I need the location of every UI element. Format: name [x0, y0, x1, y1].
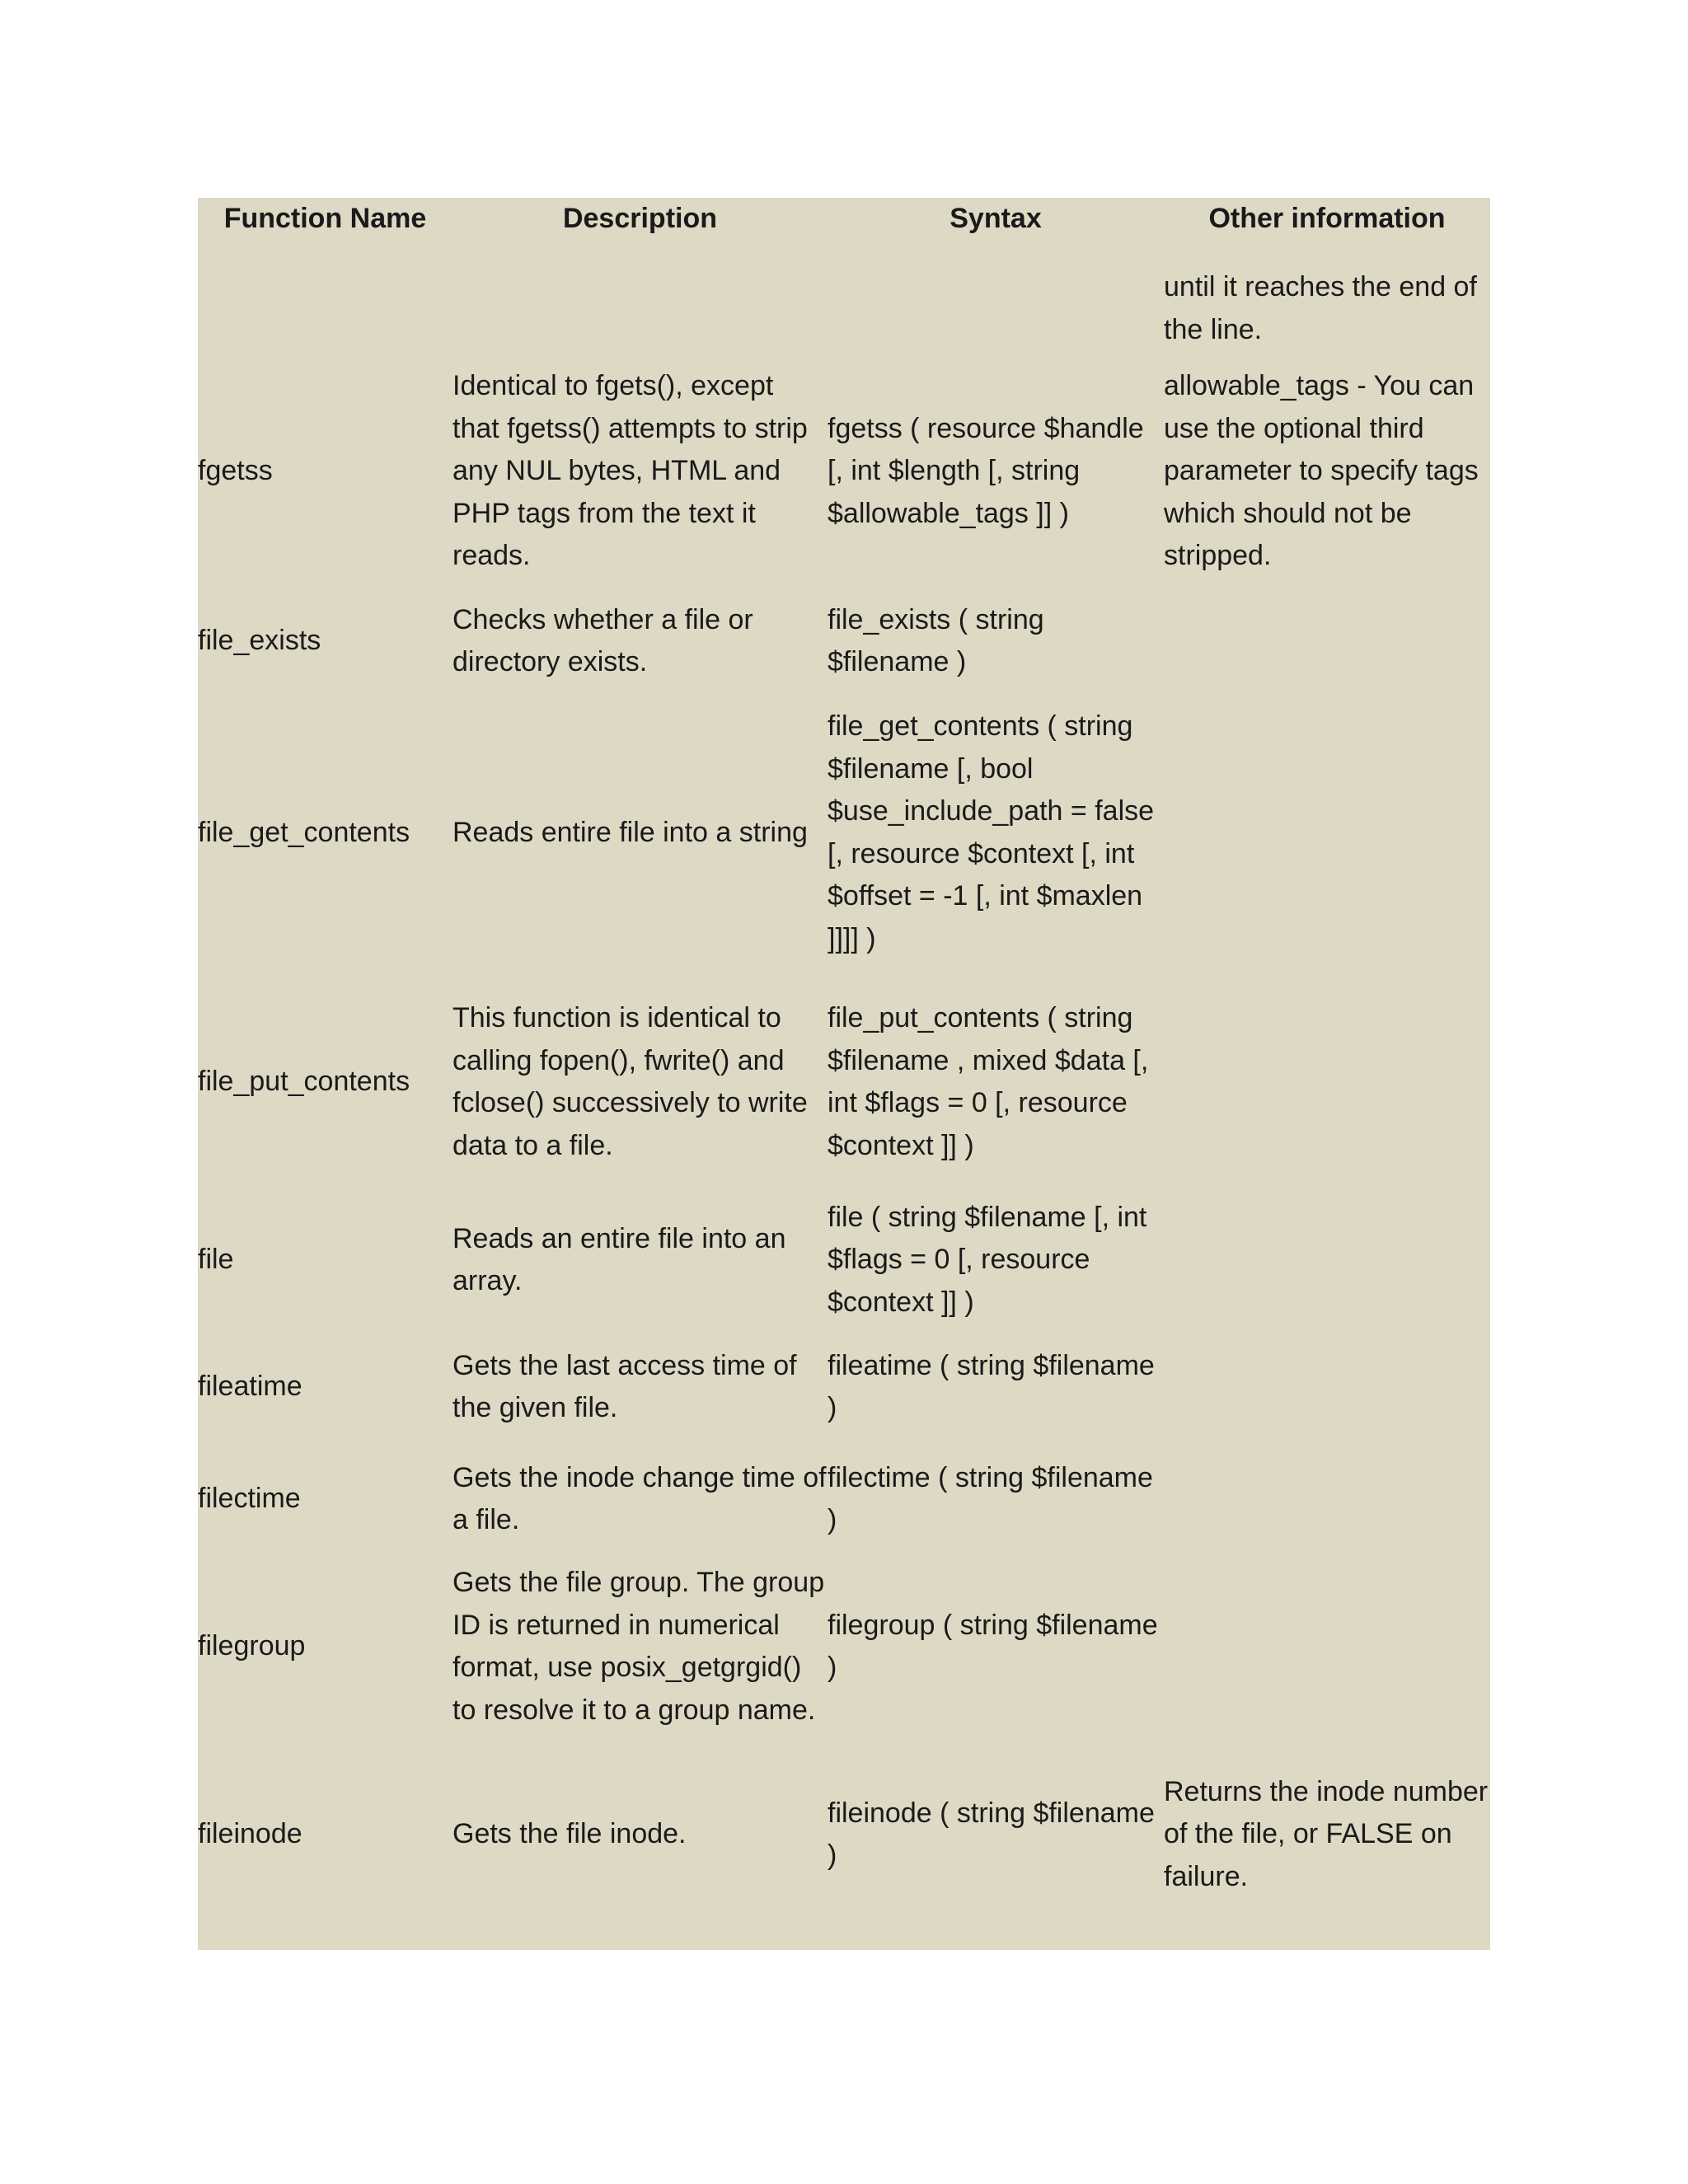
- cell-description: Gets the file inode.: [452, 1818, 687, 1850]
- cell-function-name: file: [198, 1244, 234, 1276]
- function-table-container: [198, 198, 1490, 1950]
- cell-function-name: file_exists: [198, 625, 321, 657]
- cell-other: Returns the inode number of the file, or FALSE on failure.: [1164, 1775, 1489, 1892]
- cell-description: Gets the last access time of the given file.: [452, 1349, 797, 1423]
- cell-syntax: file_exists ( string $filename ): [828, 603, 1044, 677]
- cell-other: allowable_tags - You can use the optional third parameter to specify tags which should not be stripped.: [1164, 370, 1479, 572]
- header-function-name: Function Name: [223, 203, 427, 234]
- table-row: [198, 975, 1490, 1189]
- table-body: [198, 239, 1490, 1931]
- cell-description: This function is identical to calling fopen(), fwrite() and fclose() successively to write data to a file.: [452, 1002, 808, 1161]
- table-header-row: [198, 198, 1490, 239]
- header-other-information: Other information: [1208, 203, 1446, 234]
- cell-description: Reads entire file into a string: [452, 816, 808, 848]
- table-row: [198, 1331, 1490, 1443]
- cell-function-name: file_get_contents: [198, 816, 410, 848]
- cell-syntax: fgetss ( resource $handle [, int $length [, string $allowable_tags ]] ): [828, 412, 1144, 529]
- table-row-continuation: [198, 239, 1490, 351]
- cell-description: Gets the file group. The group ID is returned in numerical format, use posix_getgrgid() to resolve it to a group name.: [452, 1567, 825, 1726]
- cell-syntax: filectime ( string $filename ): [828, 1461, 1153, 1535]
- cell-function-name: file_put_contents: [198, 1066, 410, 1098]
- table-row: [198, 351, 1490, 592]
- cell-syntax: filegroup ( string $filename ): [828, 1609, 1158, 1683]
- cell-description: Identical to fgets(), except that fgetss() attempts to strip any NUL bytes, HTML and PHP tags from the text it reads.: [452, 370, 808, 572]
- cell-description: Checks whether a file or directory exists.: [452, 603, 753, 677]
- cell-syntax: file ( string $filename [, int $flags = 0 [, resource $context ]] ): [828, 1201, 1147, 1318]
- table-row: [198, 1555, 1490, 1738]
- header-syntax: Syntax: [950, 203, 1042, 234]
- cell-function-name: filectime: [198, 1483, 301, 1515]
- cell-function-name: fileinode: [198, 1818, 302, 1850]
- cell-syntax: fileinode ( string $filename ): [828, 1797, 1155, 1871]
- table-row: [198, 1738, 1490, 1931]
- cell-syntax: file_put_contents ( string $filename , mixed $data [, int $flags = 0 [, resource $context ]] ): [828, 1002, 1149, 1161]
- function-table: [198, 198, 1490, 1931]
- cell-other: [1164, 1189, 1490, 1331]
- cell-function-name: fgetss: [198, 455, 273, 487]
- cell-syntax: file_get_contents ( string $filename [, bool $use_include_path = false [, resource $context [, int $offset = -1 [, int $maxlen ]]]] ): [828, 710, 1155, 954]
- table-row: [198, 1189, 1490, 1331]
- cell-other: [1164, 592, 1490, 691]
- cell-other: [1164, 975, 1490, 1189]
- cell-function-name: fileatime: [198, 1371, 302, 1403]
- table-row: [198, 592, 1490, 691]
- cell-other: [1164, 1331, 1490, 1443]
- cell-function-name: filegroup: [198, 1630, 306, 1662]
- cell-syntax: fileatime ( string $filename ): [828, 1349, 1155, 1423]
- cell-other: until it reaches the end of the line.: [1164, 271, 1477, 345]
- cell-description: Reads an entire file into an array.: [452, 1222, 786, 1296]
- header-description: Description: [562, 203, 718, 234]
- cell-other: [1164, 1443, 1490, 1555]
- cell-other: [1164, 1555, 1490, 1738]
- cell-other: [1164, 691, 1490, 975]
- table-row: [198, 1443, 1490, 1555]
- cell-description: Gets the inode change time of a file.: [452, 1461, 827, 1535]
- table-row: [198, 691, 1490, 975]
